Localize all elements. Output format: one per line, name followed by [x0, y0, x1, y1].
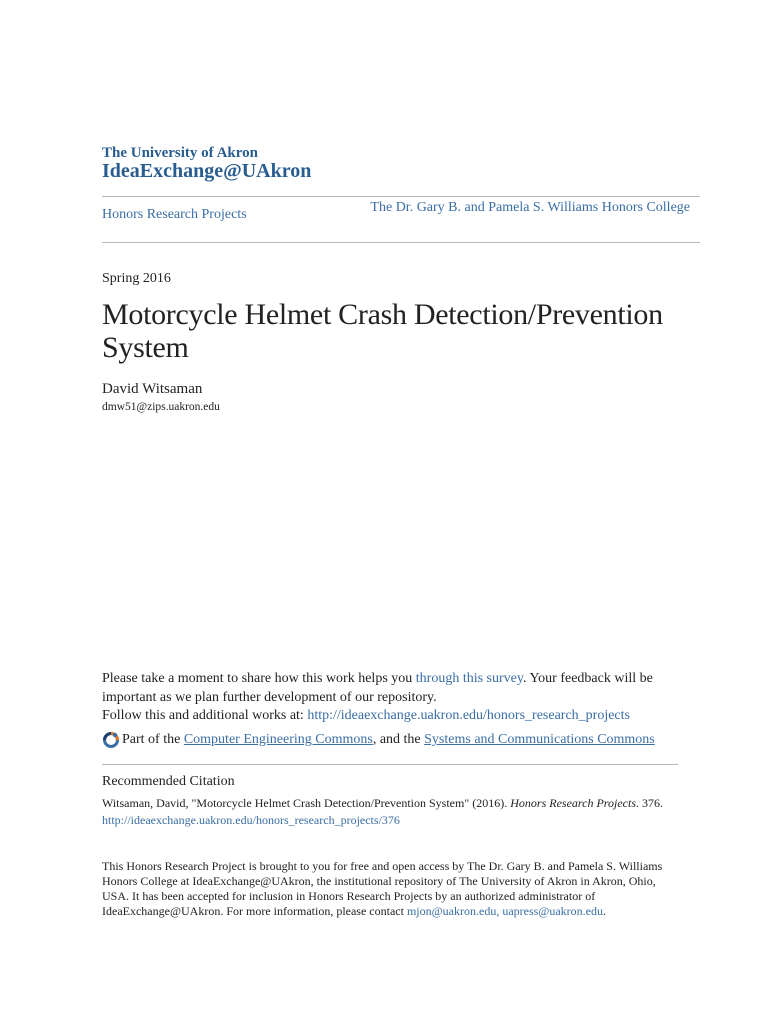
- author-email: dmw51@zips.uakron.edu: [102, 401, 220, 413]
- citation-url-link[interactable]: http://ideaexchange.uakron.edu/honors_research_projects/376: [102, 813, 400, 827]
- follow-prefix: Follow this and additional works at:: [102, 708, 308, 723]
- series-link[interactable]: Honors Research Projects: [102, 207, 247, 222]
- computer-engineering-commons-link[interactable]: Computer Engineering Commons: [183, 732, 373, 747]
- feedback-paragraph: [102, 670, 682, 726]
- part-of-line: [102, 730, 702, 749]
- notice-end: .: [603, 904, 607, 918]
- citation-text-before: Witsaman, David, "Motorcycle Helmet Crash Detection/Prevention System" (2016).: [102, 796, 511, 810]
- feedback-text-before: Please take a moment to share how this work helps you: [102, 671, 416, 686]
- author-name: David Witsaman: [102, 381, 203, 397]
- citation-divider: [102, 764, 678, 765]
- paper-title: Motorcycle Helmet Crash Detection/Prevention System: [102, 298, 663, 364]
- feedback-text-after: . Your feedback will be important as we plan further development of our repository.: [102, 671, 653, 705]
- header-divider: [102, 242, 700, 243]
- citation-text-after: . 376.: [636, 796, 663, 810]
- university-name: The University of Akron: [102, 145, 258, 161]
- part-of-middle: , and the: [372, 732, 421, 747]
- systems-communications-commons-link[interactable]: Systems and Communications Commons: [424, 732, 655, 747]
- notice-text: This Honors Research Project is brought to you for free and open access by The Dr. Gary B. and Pamela S. Williams Honors College at IdeaExchange@UAkron, the institutional repository of The University of Akron in Akron, Ohio, USA. It has been accepted for inclusion in Honors Research Projects by an authorized administrator of IdeaExchange@UAkron. For more information, please contact: [102, 859, 663, 918]
- access-notice: [102, 859, 672, 919]
- bepress-network-icon: [102, 731, 120, 749]
- repository-name-link[interactable]: IdeaExchange@UAkron: [102, 160, 312, 182]
- college-link[interactable]: The Dr. Gary B. and Pamela S. Williams Honors College: [370, 200, 690, 215]
- citation-text: [102, 795, 682, 829]
- contact-emails-link[interactable]: mjon@uakron.edu, uapress@uakron.edu: [406, 904, 604, 918]
- citation-heading: Recommended Citation: [102, 774, 235, 789]
- top-divider: [102, 196, 700, 197]
- survey-link[interactable]: through this survey: [415, 671, 523, 686]
- follow-url-link[interactable]: http://ideaexchange.uakron.edu/honors_research_projects: [307, 708, 630, 723]
- publication-date: Spring 2016: [102, 271, 171, 286]
- part-of-prefix: Part of the: [122, 732, 181, 747]
- citation-journal: Honors Research Projects: [510, 796, 636, 810]
